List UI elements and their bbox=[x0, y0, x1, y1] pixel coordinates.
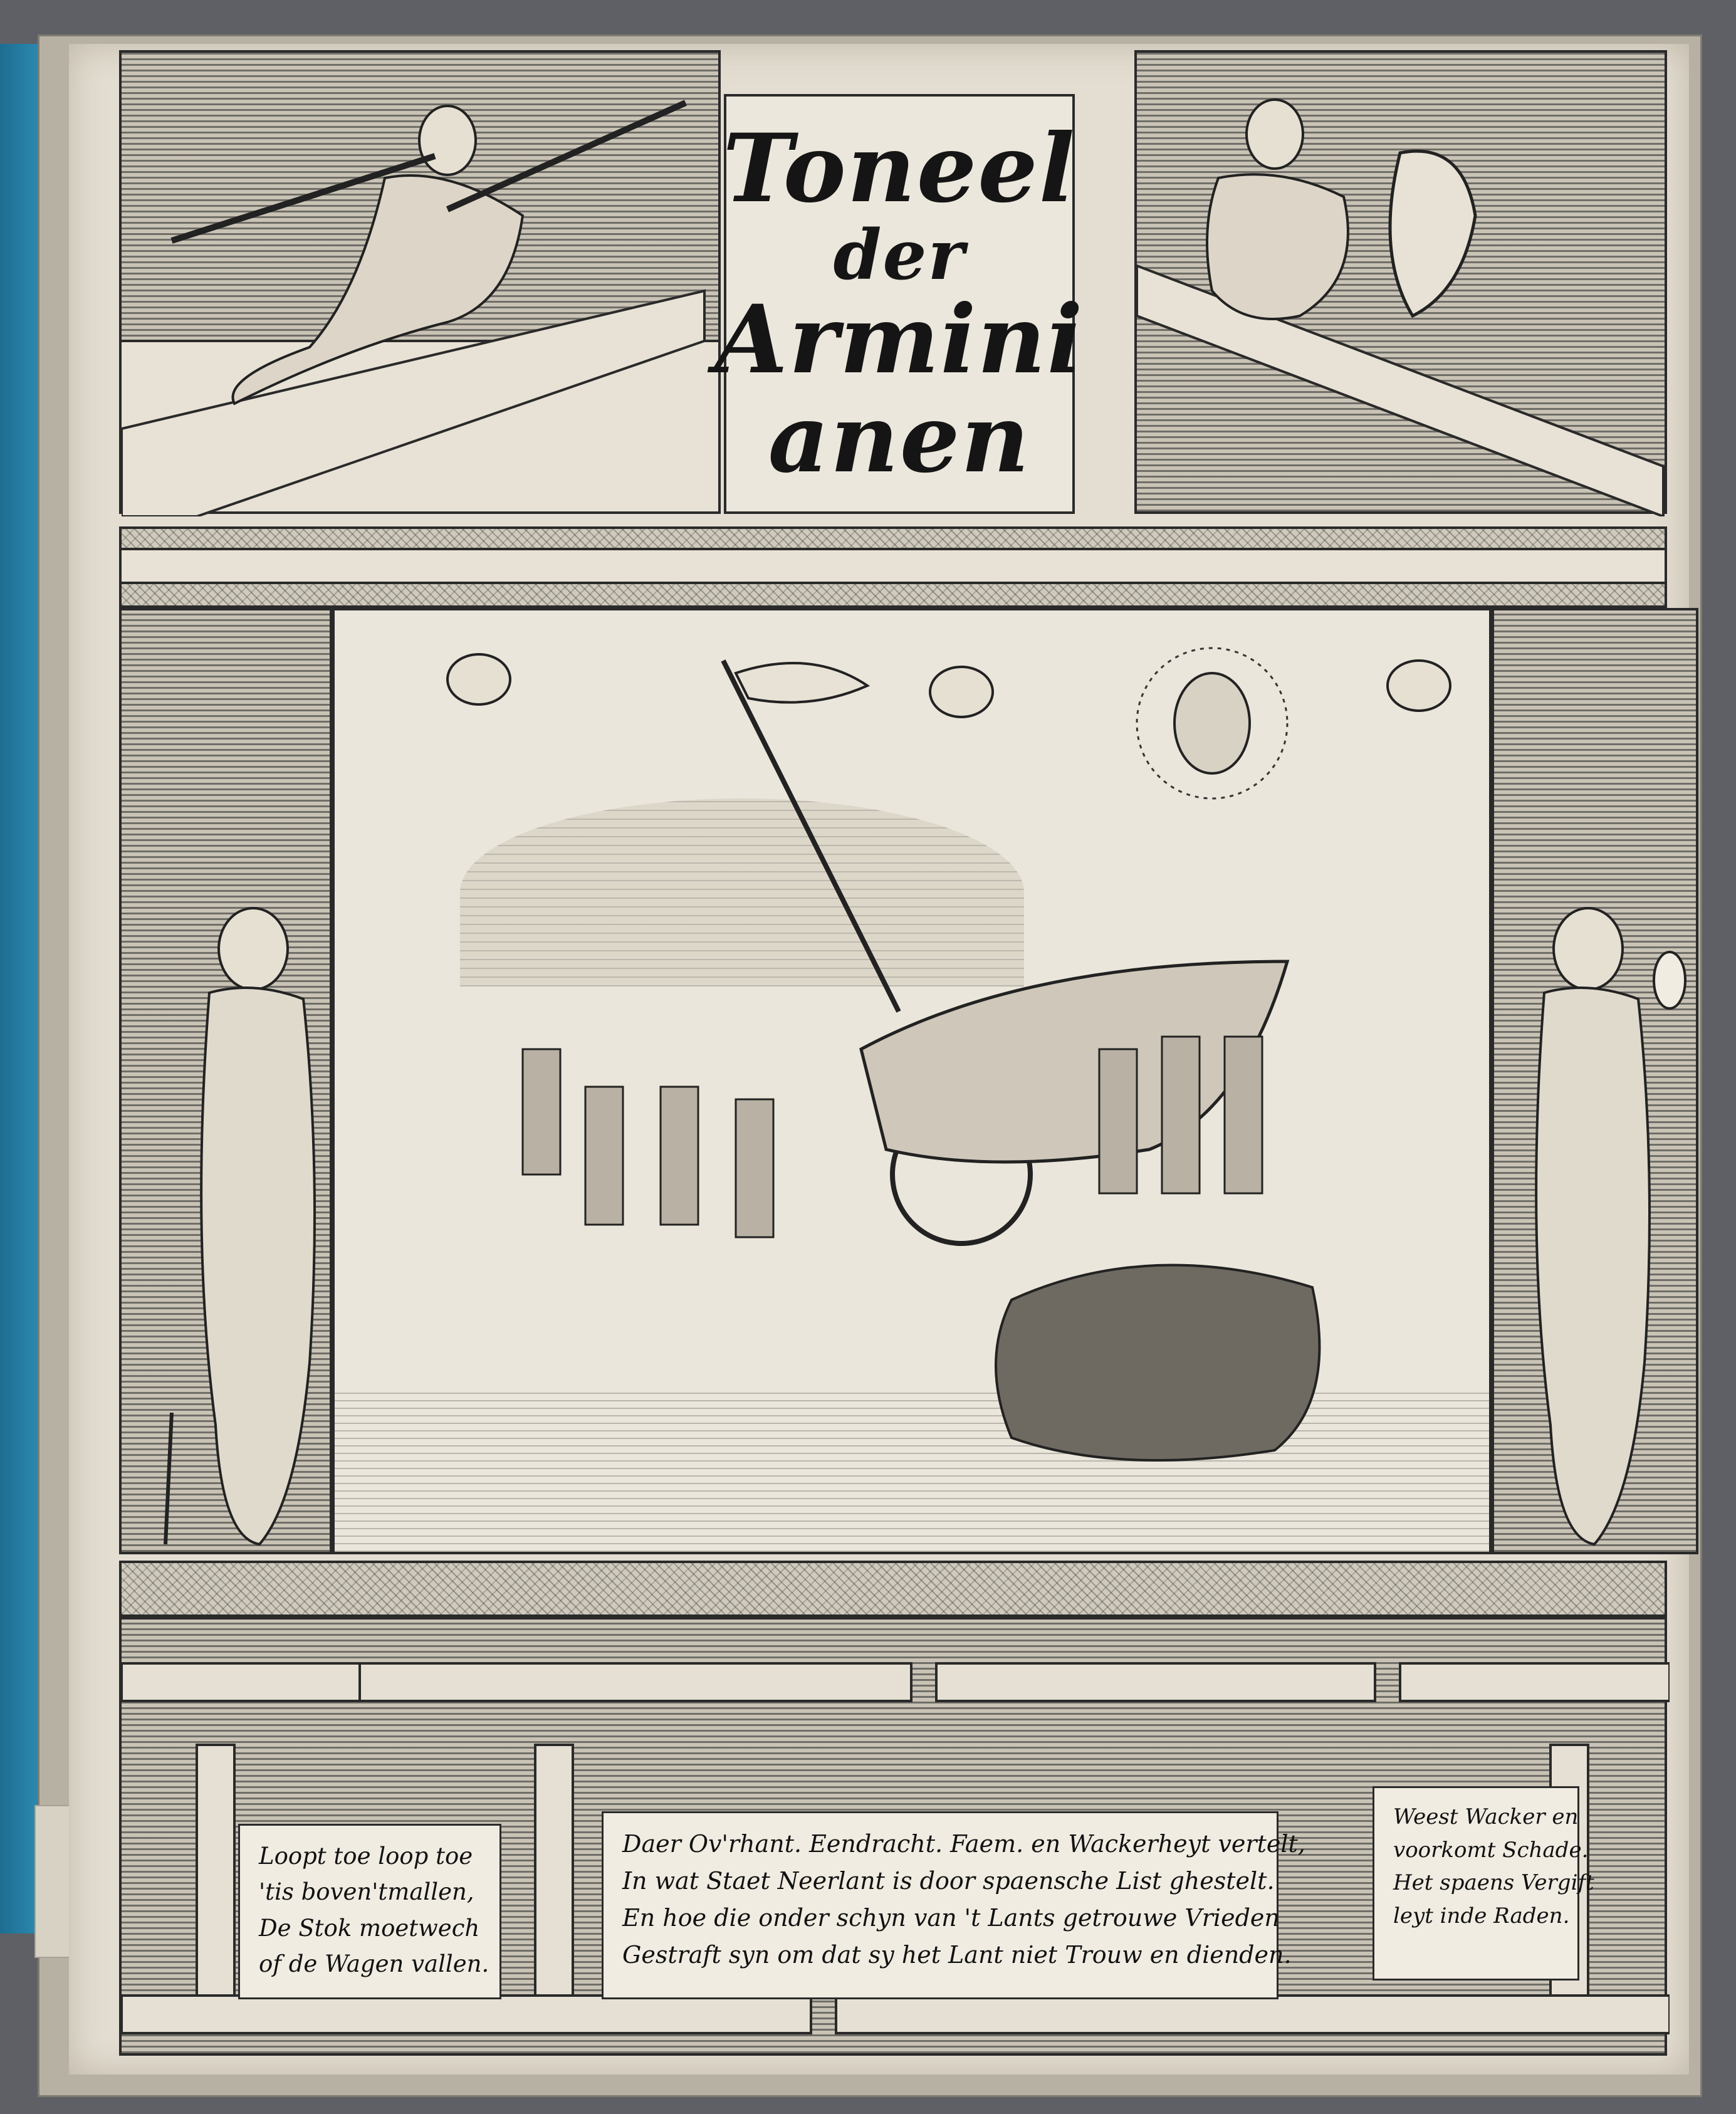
cornice-molding bbox=[122, 548, 1665, 584]
title-line-2: der bbox=[833, 214, 966, 295]
scene-illustration bbox=[335, 610, 1492, 1554]
left-pillar bbox=[119, 608, 332, 1554]
title-line-1: Toneel bbox=[723, 113, 1076, 224]
vigilance-figure-right bbox=[1494, 610, 1701, 1557]
shield-bearer-figure bbox=[1137, 53, 1670, 516]
trumpeter-figure bbox=[122, 53, 723, 516]
cornice-band bbox=[119, 526, 1667, 608]
title-cartouche bbox=[714, 94, 1084, 514]
caption-left bbox=[238, 1824, 501, 1999]
engraving-sheet bbox=[69, 44, 1689, 2075]
concord-figure-left bbox=[122, 610, 335, 1557]
right-pillar bbox=[1492, 608, 1698, 1554]
caption-middle-line-2: In wat Staet Neerlant is door spaensche List ghestelt. bbox=[622, 1866, 1275, 1895]
caption-middle-line-1: Daer Ov'rhant. Eendracht. Faem. en Wackerheyt vertelt, bbox=[622, 1830, 1305, 1858]
caption-right bbox=[1373, 1786, 1594, 1981]
caption-left-line-3: De Stok moetwech bbox=[259, 1914, 480, 1942]
caption-middle-line-3: En hoe die onder schyn van 't Lants getrouwe Vrieden bbox=[622, 1903, 1280, 1932]
caption-left-line-2: 'tis boven'tmallen, bbox=[259, 1878, 474, 1906]
caption-right-line-4: leyt inde Raden. bbox=[1393, 1903, 1570, 1929]
shield-figure-panel bbox=[1134, 50, 1667, 514]
caption-middle bbox=[602, 1811, 1305, 1999]
caption-middle-line-4: Gestraft syn om dat sy het Lant niet Trouw en dienden. bbox=[622, 1940, 1292, 1969]
fame-trumpeter-panel bbox=[119, 50, 721, 514]
caption-right-line-2: voorkomt Schade. bbox=[1393, 1837, 1589, 1863]
allegorical-scene bbox=[332, 608, 1492, 1554]
caption-right-line-3: Het spaens Vergift bbox=[1393, 1870, 1594, 1896]
caption-right-line-1: Weest Wacker en bbox=[1393, 1804, 1579, 1829]
caption-left-line-4: of de Wagen vallen. bbox=[259, 1950, 489, 1978]
lower-frieze bbox=[119, 1561, 1667, 1617]
caption-left-line-1: Loopt toe loop toe bbox=[259, 1843, 473, 1870]
title-line-3: Armini bbox=[714, 285, 1084, 395]
title-line-4: anen bbox=[768, 383, 1031, 494]
